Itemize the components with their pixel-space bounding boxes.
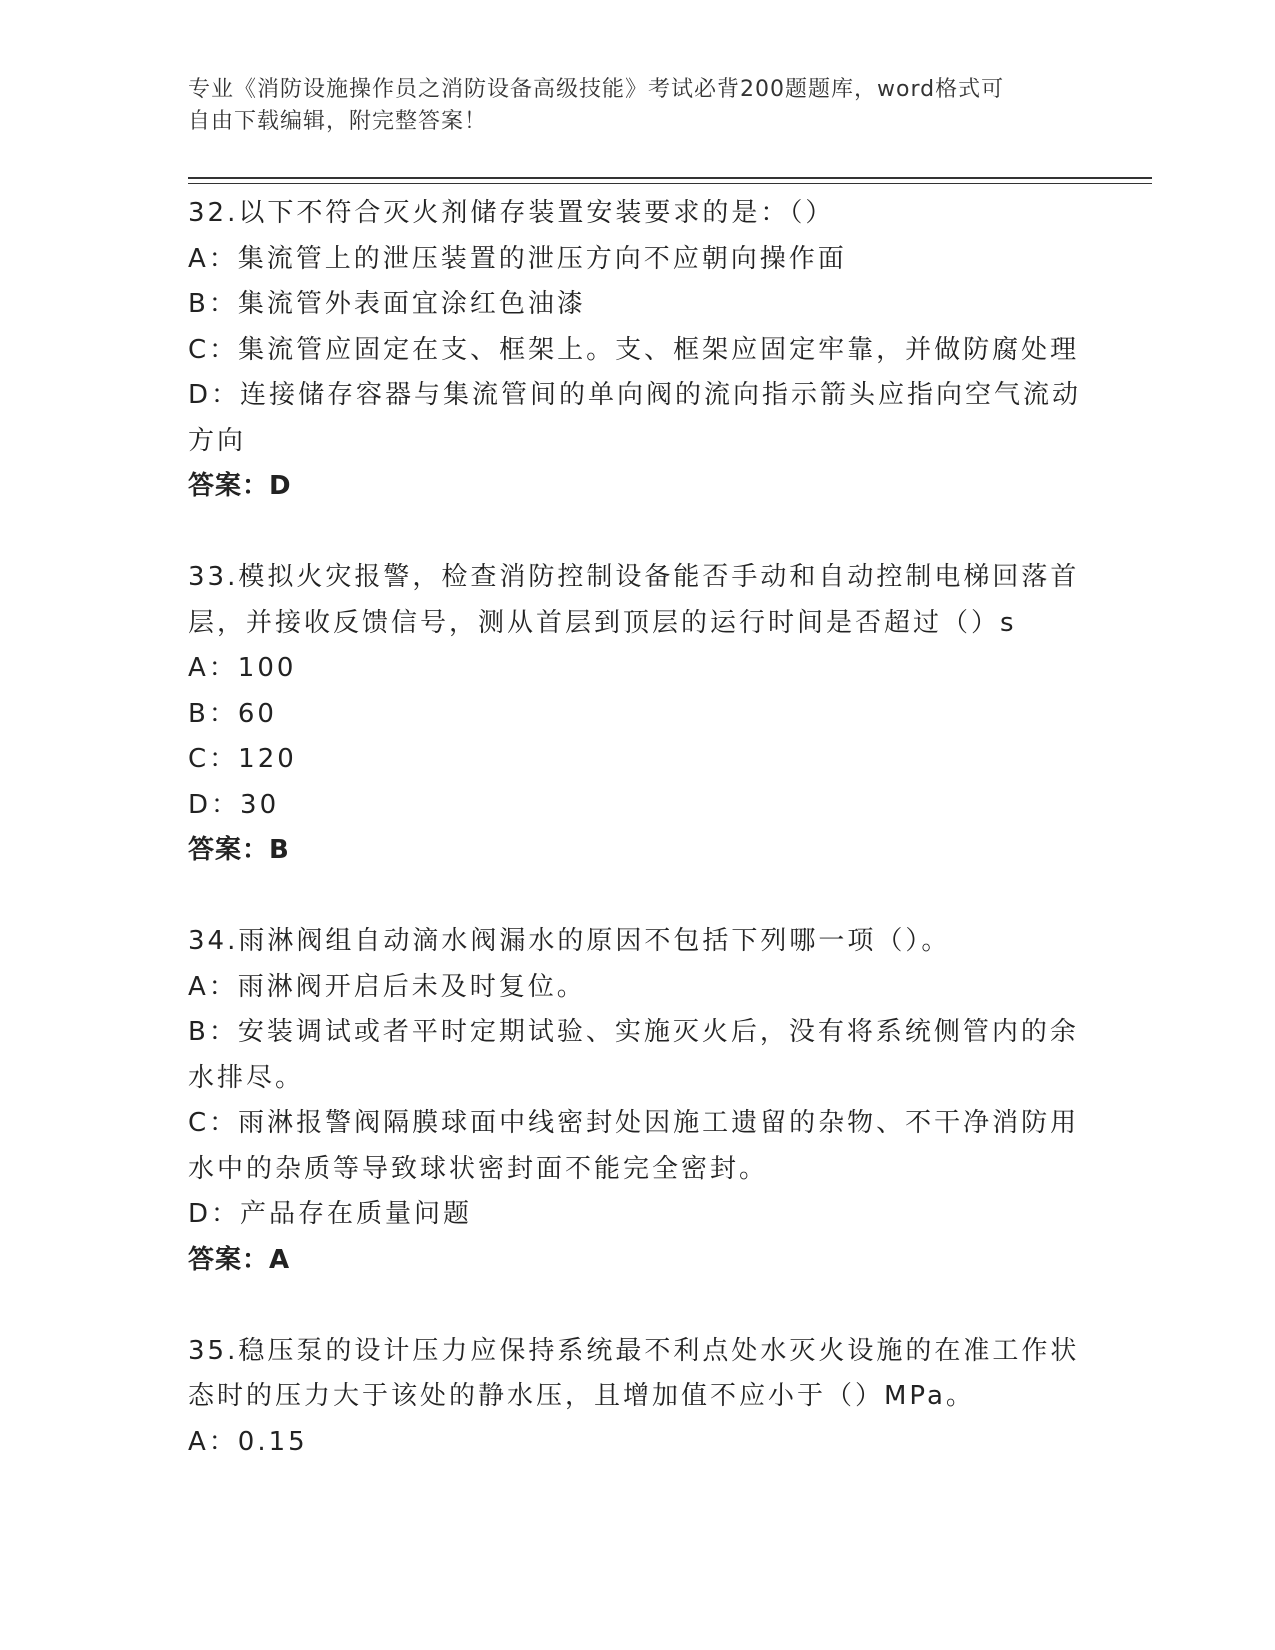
option-c: C：集流管应固定在支、框架上。支、框架应固定牢靠，并做防腐处理 bbox=[188, 334, 1080, 365]
option-d: D：30 bbox=[188, 789, 280, 820]
option-a: A：100 bbox=[188, 653, 297, 683]
option-d-continued: 方向 bbox=[188, 425, 247, 456]
question-list bbox=[188, 191, 1088, 1465]
header-divider-thin bbox=[188, 183, 1152, 184]
question-stem: 32.以下不符合灭火剂储存装置安装要求的是：（） bbox=[188, 198, 835, 228]
question-gap bbox=[188, 874, 1088, 920]
option-b: B：安装调试或者平时定期试验、实施灭火后，没有将系统侧管内的余 bbox=[188, 1017, 1079, 1047]
question-35 bbox=[188, 1329, 1088, 1466]
question-stem: 35.稳压泵的设计压力应保持系统最不利点处水灭火设施的在准工作状 bbox=[188, 1335, 1080, 1366]
question-stem-continued: 态时的压力大于该处的静水压，且增加值不应小于（）MPa。 bbox=[188, 1381, 975, 1411]
option-a: A：雨淋阀开启后未及时复位。 bbox=[188, 971, 586, 1002]
header-line: 自由下载编辑，附完整答案！ bbox=[188, 109, 488, 134]
option-b: B：集流管外表面宜涂红色油漆 bbox=[188, 289, 586, 319]
question-stem-continued: 层，并接收反馈信号，测从首层到顶层的运行时间是否超过（）s bbox=[188, 607, 1017, 638]
answer: 答案：A bbox=[188, 1244, 291, 1275]
answer: 答案：D bbox=[188, 471, 292, 501]
question-32 bbox=[188, 191, 1088, 510]
question-34 bbox=[188, 919, 1088, 1283]
option-b-continued: 水排尽。 bbox=[188, 1062, 305, 1093]
option-c: C：雨淋报警阀隔膜球面中线密封处因施工遗留的杂物、不干净消防用 bbox=[188, 1108, 1080, 1138]
option-d: D：产品存在质量问题 bbox=[188, 1199, 473, 1229]
question-stem: 34.雨淋阀组自动滴水阀漏水的原因不包括下列哪一项（）。 bbox=[188, 926, 951, 956]
question-gap bbox=[188, 1283, 1088, 1329]
question-stem: 33.模拟火灾报警，检查消防控制设备能否手动和自动控制电梯回落首 bbox=[188, 562, 1080, 592]
option-a: A：集流管上的泄压装置的泄压方向不应朝向操作面 bbox=[188, 243, 847, 274]
option-d: D：连接储存容器与集流管间的单向阀的流向指示箭头应指向空气流动 bbox=[188, 380, 1082, 410]
answer: 答案：B bbox=[188, 835, 290, 865]
question-33 bbox=[188, 555, 1088, 874]
question-gap bbox=[188, 510, 1088, 556]
header-divider bbox=[188, 177, 1152, 179]
option-a: A：0.15 bbox=[188, 1426, 308, 1457]
header-line: 专业《消防设施操作员之消防设备高级技能》考试必背200题题库，word格式可 bbox=[188, 77, 1005, 102]
option-c: C：120 bbox=[188, 744, 297, 774]
option-c-continued: 水中的杂质等导致球状密封面不能完全密封。 bbox=[188, 1153, 769, 1184]
option-b: B：60 bbox=[188, 698, 277, 729]
page-header bbox=[188, 74, 1068, 138]
